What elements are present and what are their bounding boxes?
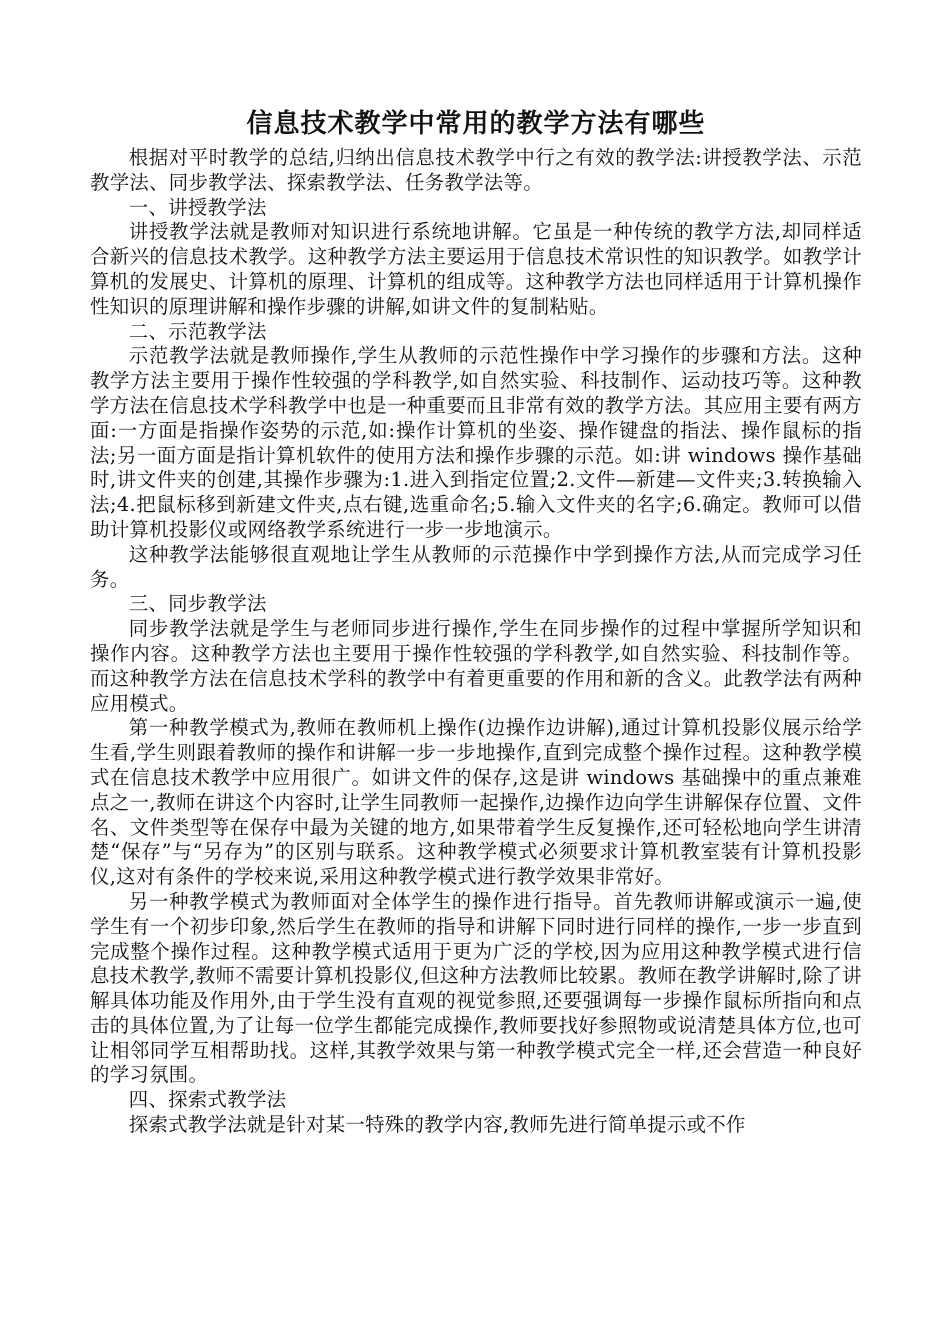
paragraph: 探索式教学法就是针对某一特殊的教学内容,教师先进行简单提示或不作 [128,1113,746,1137]
paragraph: 示范教学法就是教师操作,学生从教师的示范性操作中学习操作的步骤和方法。这种教学方法主要用于操作性较强的学科教学,如自然实验、科技制作、运动技巧等。这种教学方法在信息技术学科教学中也是一种重要而且非常有效的教学方法。其应用主要有两方面:一方面是指操作姿势的示范,如:操作计算机的坐姿、操作键盘的指法、操作鼠标的指法;另一面方面是指计算机软件的使用方法和操作步骤的示范。如:讲 windows 操作基础时,讲文件夹的创建,其操作步骤为:1.进入到指定位置;2.文件—新建—文件夹;3.转换输入法;4.把鼠标移到新建文件夹,点右键,选重命名;5.输入文件夹的名字;6.确定。教师可以借助计算机投影仪或网络教学系统进行一步一步地演示。 [90,344,862,541]
paragraph: 同步教学法就是学生与老师同步进行操作,学生在同步操作的过程中掌握所学知识和操作内容。这种教学方法也主要用于操作性较强的学科教学,如自然实验、科技制作等。而这种教学方法在信息技术学科的教学中有着更重要的作用和新的含义。此教学法有两种应用模式。 [90,617,862,715]
section-heading-demonstration: 二、示范教学法 [128,319,267,343]
paragraph: 这种教学法能够很直观地让学生从教师的示范操作中学到操作方法,从而完成学习任务。 [90,542,862,591]
section-heading-lecture: 一、讲授教学法 [128,195,267,219]
paragraph: 讲授教学法就是教师对知识进行系统地讲解。它虽是一种传统的教学方法,却同样适合新兴的信息技术教学。这种教学方法主要运用于信息技术常识性的知识教学。如教学计算机的发展史、计算机的原理、计算机的组成等。这种教学方法也同样适用于计算机操作性知识的原理讲解和操作步骤的讲解,如讲文件的复制粘贴。 [90,220,862,318]
section-heading-exploration: 四、探索式教学法 [128,1088,287,1112]
section-heading-synchronous: 三、同步教学法 [128,592,267,616]
intro-paragraph: 根据对平时教学的总结,归纳出信息技术教学中行之有效的教学法:讲授教学法、示范教学法、同步教学法、探索教学法、任务教学法等。 [90,146,862,194]
document-title: 信息技术教学中常用的教学方法有哪些 [246,109,706,139]
paragraph: 第一种教学模式为,教师在教师机上操作(边操作边讲解),通过计算机投影仪展示给学生看,学生则跟着教师的操作和讲解一步一步地操作,直到完成整个操作过程。这种教学模式在信息技术教学中应用很广。如讲文件的保存,这是讲 windows 基础操中的重点兼难点之一,教师在讲这个内容时,让学生同教师一起操作,边操作边向学生讲解保存位置、文件名、文件类型等在保存中最为关键的地方,如果带着学生反复操作,还可轻松地向学生讲清楚“保存”与“另存为”的区别与联系。这种教学模式必须要求计算机教室装有计算机投影仪,这对有条件的学校来说,采用这种教学模式进行教学效果非常好。 [90,716,862,889]
document-page [90,104,862,1138]
paragraph: 另一种教学模式为教师面对全体学生的操作进行指导。首先教师讲解或演示一遍,使学生有一个初步印象,然后学生在教师的指导和讲解下同时进行同样的操作,一步一步直到完成整个操作过程。这种教学模式适用于更为广泛的学校,因为应用这种教学模式进行信息技术教学,教师不需要计算机投影仪,但这种方法教师比较累。教师在教学讲解时,除了讲解具体功能及作用外,由于学生没有直观的视觉参照,还要强调每一步操作鼠标所指向和点击的具体位置,为了让每一位学生都能完成操作,教师要找好参照物或说清楚具体方位,也可让相邻同学互相帮助找。这样,其教学效果与第一种教学模式完全一样,还会营造一种良好的学习氛围。 [90,889,862,1087]
